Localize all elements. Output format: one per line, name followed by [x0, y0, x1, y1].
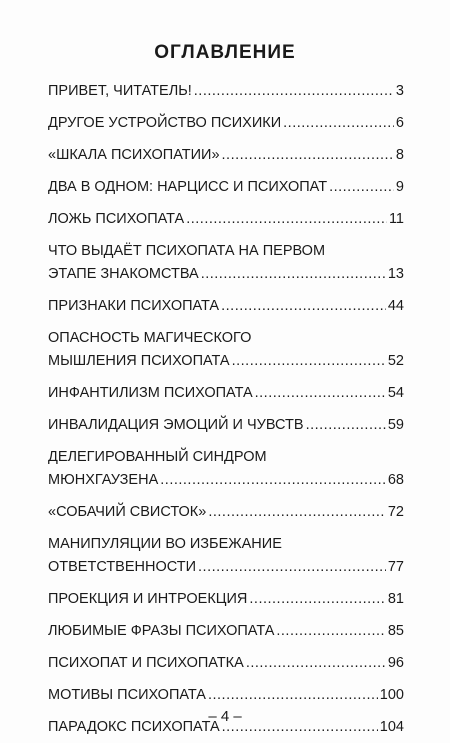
dot-leader [222, 144, 394, 167]
dot-leader [306, 414, 386, 437]
toc-entry [48, 327, 404, 373]
toc-entry-title: ЭТАПЕ ЗНАКОМСТВА [48, 266, 199, 282]
toc-page-number: 11 [388, 211, 404, 227]
toc-page-number: 68 [387, 472, 404, 488]
toc-entry [48, 144, 404, 167]
toc-page-number: 104 [379, 719, 404, 735]
dot-leader [198, 556, 386, 579]
page-number-footer: – 4 – [208, 708, 242, 725]
page-title: ОГЛАВЛЕНИЕ [154, 42, 296, 63]
toc-entry-title-line1: ОПАСНОСТЬ МАГИЧЕСКОГО [48, 330, 252, 346]
toc-entry-title: ПАРАДОКС ПСИХОПАТА [48, 719, 220, 735]
toc-page-number: 8 [395, 147, 404, 163]
toc-entry [48, 240, 404, 286]
toc-entry [48, 533, 404, 579]
dot-leader [221, 295, 386, 318]
toc-entry [48, 501, 404, 524]
toc-page-number: 6 [395, 115, 404, 131]
dot-leader [255, 382, 386, 405]
dot-leader [249, 588, 385, 611]
toc-entry-title: ИНФАНТИЛИЗМ ПСИХОПАТА [48, 385, 253, 401]
dot-leader [160, 469, 386, 492]
toc-page-number: 59 [387, 417, 404, 433]
toc-entry-title: ДРУГОЕ УСТРОЙСТВО ПСИХИКИ [48, 115, 282, 131]
toc-entry-title: ДВА В ОДНОМ: НАРЦИСС И ПСИХОПАТ [48, 179, 328, 195]
dot-leader [208, 684, 378, 707]
toc-page-number: 44 [387, 298, 404, 314]
toc-page-number: 72 [387, 504, 404, 520]
toc-page-number: 96 [387, 655, 404, 671]
toc-page-number: 85 [387, 623, 404, 639]
toc-entry-title-line1: ЧТО ВЫДАЁТ ПСИХОПАТА НА ПЕРВОМ [48, 243, 326, 259]
toc-entry [48, 652, 404, 675]
toc-entry [48, 414, 404, 437]
toc-entry-title: МЫШЛЕНИЯ ПСИХОПАТА [48, 353, 230, 369]
toc-page-number: 9 [395, 179, 404, 195]
toc-page-number: 3 [395, 83, 404, 99]
dot-leader [329, 176, 394, 199]
toc-entry-title: МЮНХГАУЗЕНА [48, 472, 159, 488]
toc-entry-title: «СОБАЧИЙ СВИСТОК» [48, 504, 207, 520]
toc-entry [48, 176, 404, 199]
toc-entry [48, 208, 404, 231]
dot-leader [186, 208, 387, 231]
toc-entry-title: ЛОЖЬ ПСИХОПАТА [48, 211, 185, 227]
dot-leader [194, 80, 394, 103]
toc-entry-title: ПСИХОПАТ И ПСИХОПАТКА [48, 655, 244, 671]
toc-entry [48, 588, 404, 611]
dot-leader [246, 652, 386, 675]
toc-entry-title: ПРОЕКЦИЯ И ИНТРОЕКЦИЯ [48, 591, 248, 607]
toc-entry-title: МОТИВЫ ПСИХОПАТА [48, 687, 206, 703]
toc-entry-title: ОТВЕТСТВЕННОСТИ [48, 559, 197, 575]
toc-page-number: 52 [387, 353, 404, 369]
toc-page-number: 54 [387, 385, 404, 401]
toc-entry-title-line1: МАНИПУЛЯЦИИ ВО ИЗБЕЖАНИЕ [48, 536, 282, 552]
toc-entry [48, 112, 404, 135]
toc-entry [48, 620, 404, 643]
table-of-contents [48, 80, 404, 748]
dot-leader [232, 350, 386, 373]
dot-leader [283, 112, 394, 135]
toc-entry-title: ПРИЗНАКИ ПСИХОПАТА [48, 298, 220, 314]
toc-entry-title: «ШКАЛА ПСИХОПАТИИ» [48, 147, 220, 163]
toc-entry-title: ЛЮБИМЫЕ ФРАЗЫ ПСИХОПАТА [48, 623, 275, 639]
toc-entry [48, 684, 404, 707]
toc-entry-title-line1: ДЕЛЕГИРОВАННЫЙ СИНДРОМ [48, 449, 267, 465]
toc-page-number: 100 [379, 687, 404, 703]
toc-entry [48, 446, 404, 492]
toc-page-number: 81 [387, 591, 404, 607]
toc-page-number: 77 [387, 559, 404, 575]
dot-leader [208, 501, 386, 524]
toc-entry-title: ПРИВЕТ, ЧИТАТЕЛЬ! [48, 83, 192, 99]
dot-leader [201, 263, 386, 286]
toc-page-number: 13 [387, 266, 404, 282]
toc-entry [48, 295, 404, 318]
toc-entry-title: ИНВАЛИДАЦИЯ ЭМОЦИЙ И ЧУВСТВ [48, 417, 304, 433]
toc-entry [48, 382, 404, 405]
toc-entry [48, 80, 404, 103]
dot-leader [276, 620, 385, 643]
